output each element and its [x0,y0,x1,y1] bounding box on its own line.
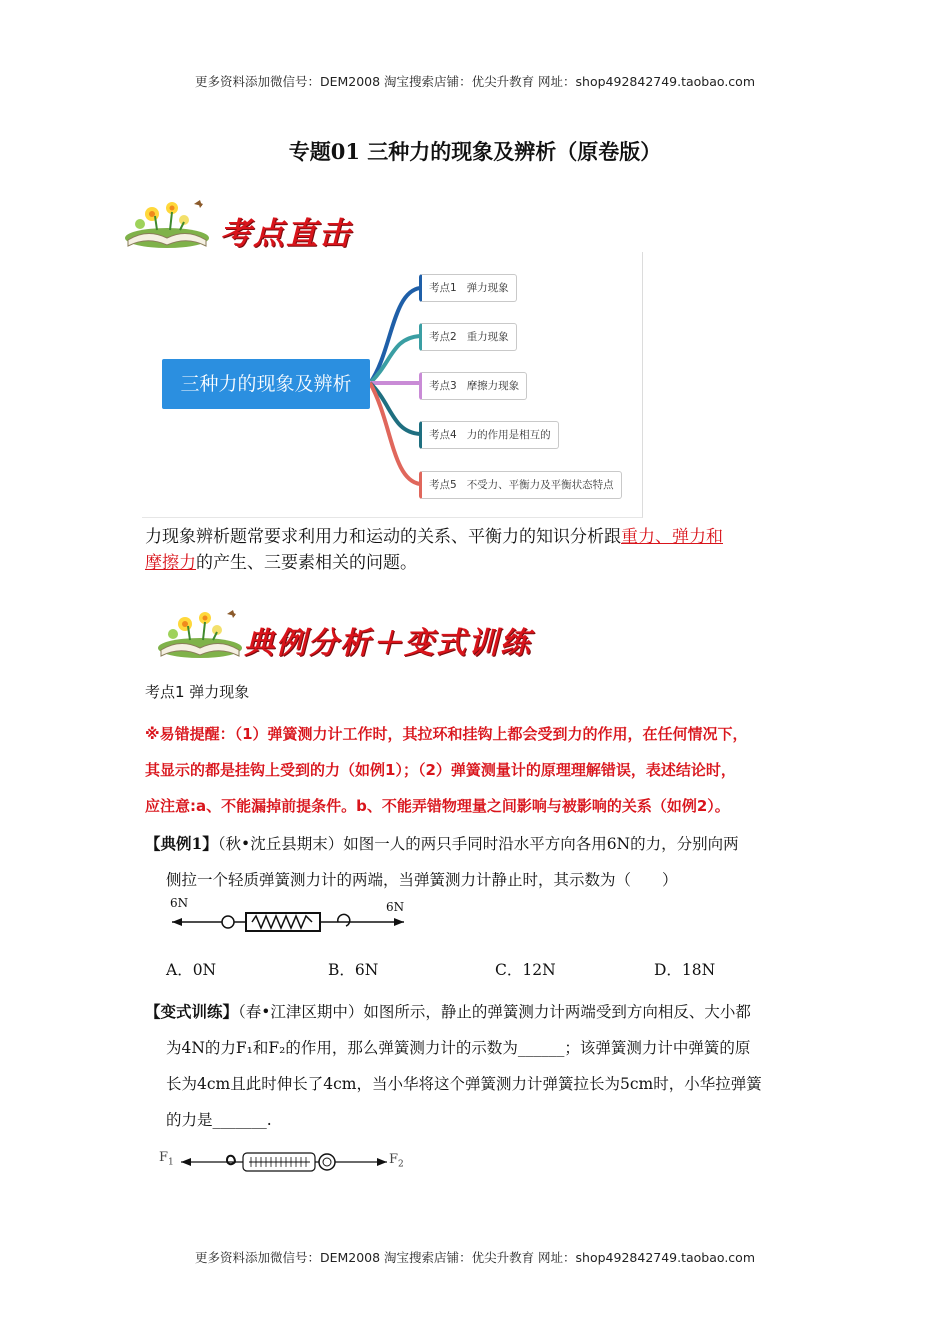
mindmap-root: 三种力的现象及辨析 [162,359,370,409]
tip-block: ※易错提醒：（1）弹簧测力计工作时，其拉环和挂钩上都会受到力的作用，在任何情况下， 其显示的都是挂钩上受到的力（如例1）；（2）弹簧测量计的原理理解错误，表述结论时， 应注意:a、不能漏掉前提条件。b、不能弄错物理量之间影响与被影响的关系（如例2）。 [145,725,748,815]
mindmap-node-3: 考点3 摩擦力现象 [419,372,527,400]
branch-4 [370,383,420,434]
book-flower-illustration [122,198,212,252]
spring-scale-figure-2 [155,1146,410,1182]
spring-scale-figure-1 [168,896,408,946]
mindmap-node-1: 考点1 弹力现象 [419,274,517,302]
banner-kaodian: 考点直击 [220,216,352,252]
intro-link-friction[interactable]: 摩擦力 [145,553,196,573]
variant-tag: 【变式训练】 [145,1002,239,1021]
page-title: 专题01 三种力的现象及辨析（原卷版） [288,139,662,164]
fig2-right-force: $F_2$ [389,1152,404,1170]
variant-training: 【变式训练】（春•江津区期中）如图所示，静止的弹簧测力计两端受到方向相反、大小都 为4N的力F₁和F₂的作用，那么弹簧测力计的示数为______；该弹簧测力计中弹簧的原 长为4cm且此时伸长了4cm，当小华将这个弹簧测力计弹簧拉长为5cm时，小华拉弹簧 的力是_______. [145,1002,762,1129]
tip-label: ※易错提醒： [145,725,235,743]
section-heading-1: 考点1 弹力现象 [145,683,250,701]
banner-examples: 典例分析＋变式训练 [244,626,532,661]
option-b: B．6N [328,961,379,979]
example-1-tag: 【典例1】 [145,834,218,853]
branch-2 [370,336,420,383]
page-footer: 更多资料添加微信号：DEM2008 淘宝搜索店铺：优尖升教育 网址：shop492842749.taobao.com [194,1250,756,1265]
intro-paragraph: 力现象辨析题常要求利用力和运动的关系、平衡力的知识分析跟重力、弹力和 摩擦力的产生、三要素相关的问题。 [145,527,723,573]
option-c: C．12N [495,961,556,979]
mindmap-node-4: 考点4 力的作用是相互的 [419,421,559,449]
option-a: A．0N [166,961,217,979]
mindmap-node-2: 考点2 重力现象 [419,323,517,351]
option-d: D．18N [654,961,716,979]
fig1-right-force: 6N [386,900,405,914]
intro-link-forces[interactable]: 重力、弹力和 [621,527,723,547]
page-header: 更多资料添加微信号：DEM2008 淘宝搜索店铺：优尖升教育 网址：shop492842749.taobao.com [194,74,756,89]
fig1-left-force: 6N [170,896,189,910]
fig2-left-force: $F_1$ [159,1150,174,1168]
example-1: 【典例1】（秋•沈丘县期末）如图一人的两只手同时沿水平方向各用6N的力，分别向两 侧拉一个轻质弹簧测力计的两端，当弹簧测力计静止时，其示数为（ ） [145,834,739,889]
book-flower-illustration-2 [155,608,245,662]
mindmap-node-5: 考点5 不受力、平衡力及平衡状态特点 [419,471,622,499]
mindmap [142,252,643,518]
